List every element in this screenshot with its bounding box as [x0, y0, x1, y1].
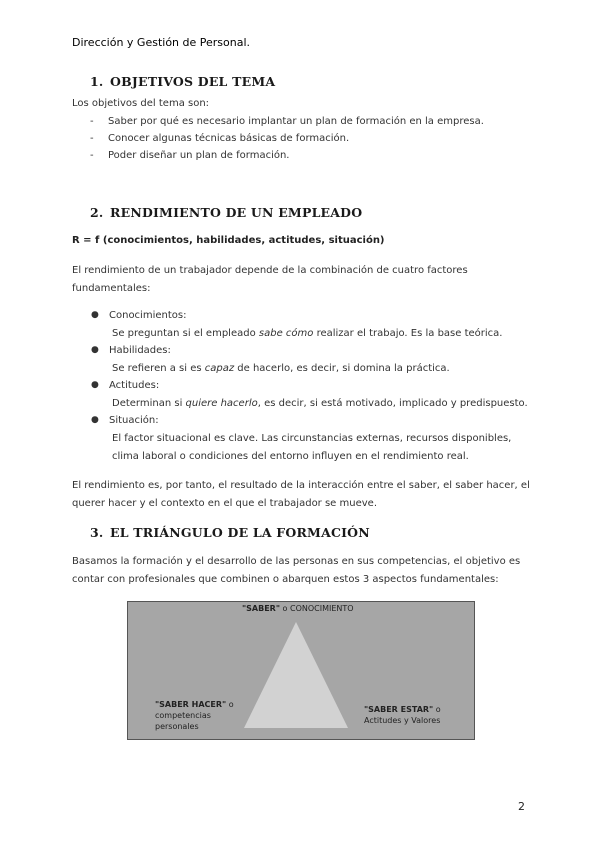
factor-item: ● Situación: — [91, 415, 159, 426]
diagram-label-saber: "SABER" o CONOCIMIENTO — [242, 604, 354, 613]
section3-title: EL TRIÁNGULO DE LA FORMACIÓN — [110, 525, 370, 540]
formula: R = f (conocimientos, habilidades, actitudes, situación) — [72, 235, 385, 246]
section2-conclusion: El rendimiento es, por tanto, el resultado de la interacción entre el saber, el saber hacer, el querer hacer y el contexto en el que el trabajador se mueve. — [72, 480, 530, 509]
section2-heading — [90, 205, 362, 220]
diagram-label-saber-hacer: "SABER HACER" o competencias personales — [155, 700, 234, 731]
factor-description: Se preguntan si el empleado sabe cómo realizar el trabajo. Es la base teórica. — [112, 328, 503, 339]
factor-description: Se refieren a si es capaz de hacerlo, es decir, si domina la práctica. — [112, 363, 450, 374]
section1-intro: Los objetivos del tema son: — [72, 98, 210, 109]
page-number: 2 — [518, 800, 525, 813]
objective-item: - Saber por qué es necesario implantar un plan de formación en la empresa. — [90, 116, 484, 127]
running-header: Dirección y Gestión de Personal. — [72, 36, 251, 49]
factor-item: ● Conocimientos: — [91, 310, 187, 321]
section2-number: 2. — [90, 205, 104, 220]
section1-title: OBJETIVOS DEL TEMA — [110, 74, 276, 89]
section3-heading — [90, 525, 370, 540]
triangle-shape — [244, 622, 348, 728]
bullet-icon: ● — [91, 345, 99, 355]
section2-title: RENDIMIENTO DE UN EMPLEADO — [110, 205, 363, 220]
section1-heading — [90, 74, 275, 89]
bullet-icon: ● — [91, 415, 99, 425]
objective-item: - Conocer algunas técnicas básicas de formación. — [90, 133, 350, 144]
factor-description: Determinan si quiere hacerlo, es decir, si está motivado, implicado y predispuesto. — [112, 398, 528, 409]
bullet-icon: ● — [91, 310, 99, 320]
factor-item: ● Habilidades: — [91, 345, 171, 356]
bullet-icon: ● — [91, 380, 99, 390]
diagram-label-saber-estar: "SABER ESTAR" o Actitudes y Valores — [364, 705, 441, 725]
section1-number: 1. — [90, 74, 104, 89]
factor-description: El factor situacional es clave. Las circunstancias externas, recursos disponibles, clima laboral o condiciones del entorno influyen en el rendimiento real. — [112, 433, 512, 462]
objective-item: - Poder diseñar un plan de formación. — [90, 150, 290, 161]
section3-intro: Basamos la formación y el desarrollo de las personas en sus competencias, el objetivo es contar con profesionales que combinen o abarquen estos 3 aspectos fundamentales: — [72, 556, 521, 585]
section3-number: 3. — [90, 525, 104, 540]
section2-intro: El rendimiento de un trabajador depende de la combinación de cuatro factores fundamentales: — [72, 265, 468, 294]
formation-triangle-diagram — [127, 601, 475, 740]
factor-item: ● Actitudes: — [91, 380, 160, 391]
